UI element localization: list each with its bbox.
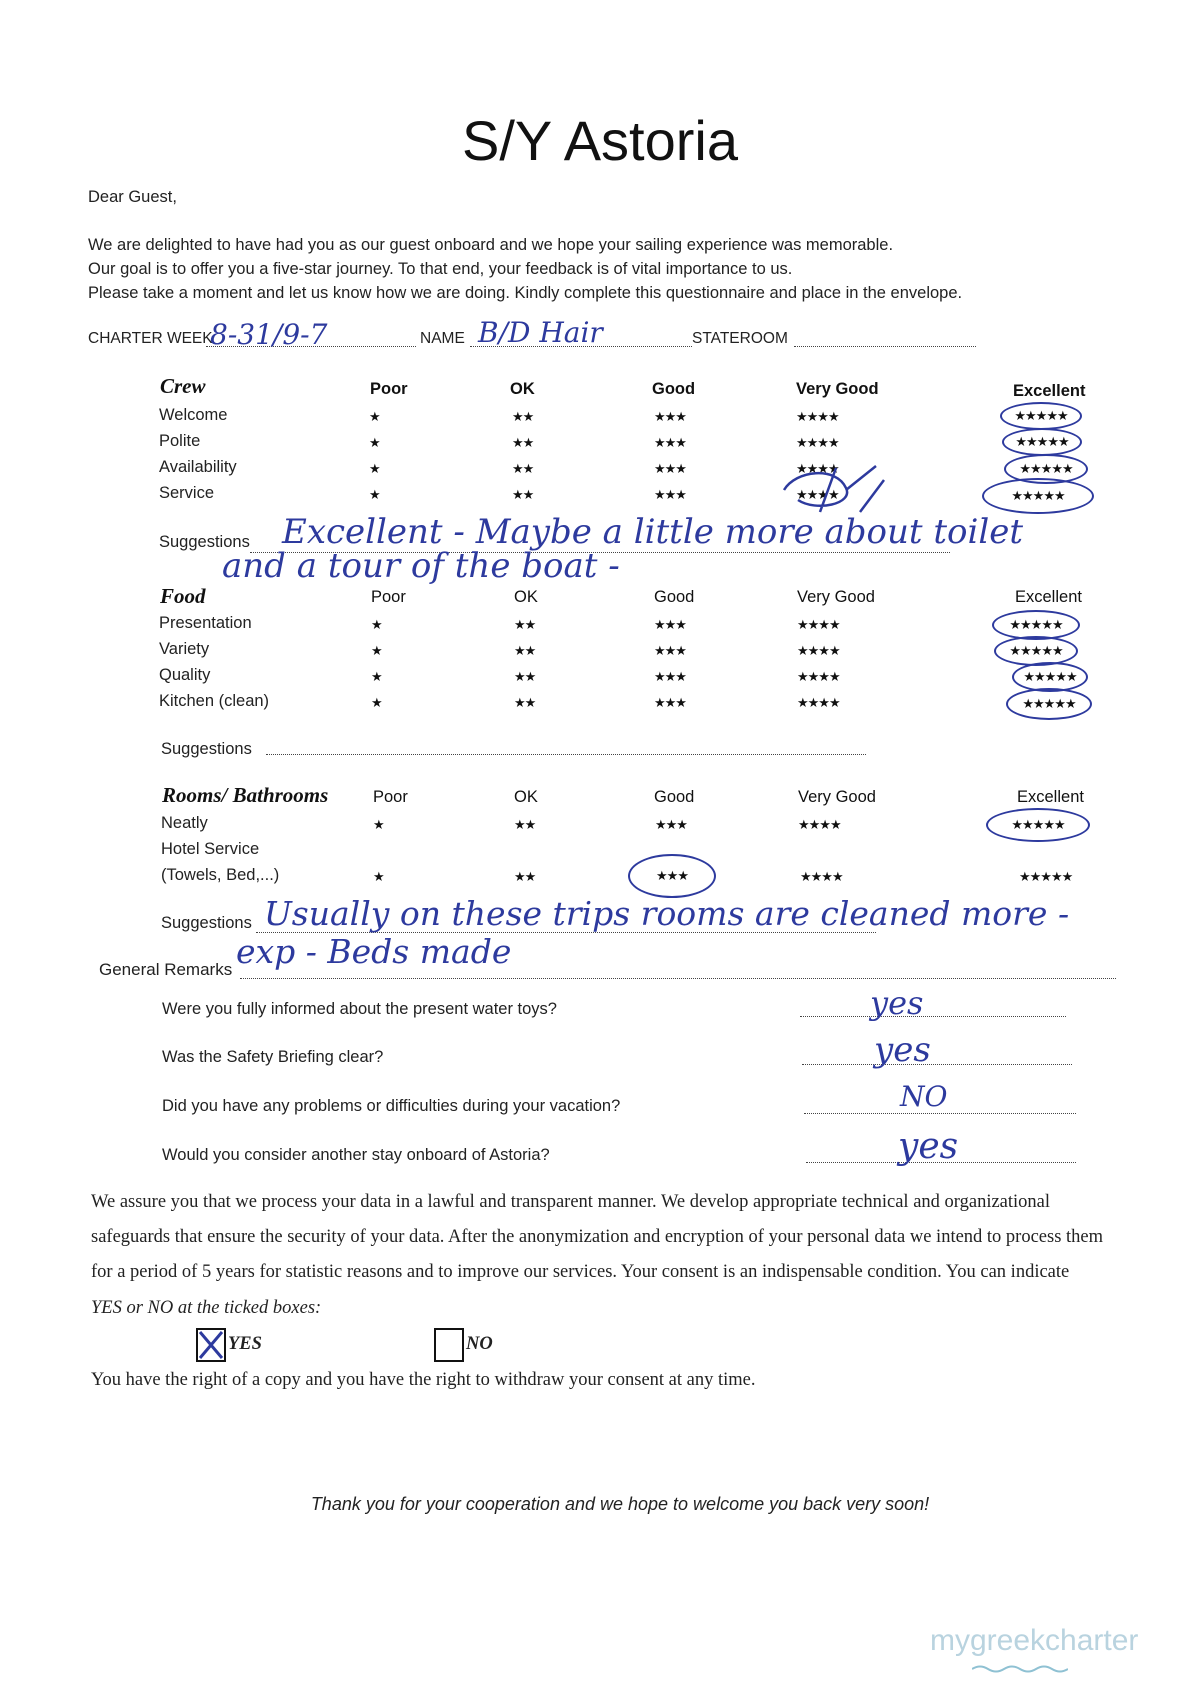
crew-row-service-label: Service — [159, 484, 215, 502]
crew-service-good[interactable]: ★★★ — [654, 487, 686, 502]
crew-welcome-good[interactable]: ★★★ — [654, 409, 686, 424]
watermark-wave-icon — [972, 1664, 1068, 1674]
consent-yes-label: YES — [228, 1334, 262, 1354]
crew-row-welcome-label: Welcome — [159, 406, 228, 424]
closing-message: Thank you for your cooperation and we hope to welcome you back very soon! — [310, 1494, 930, 1514]
food-variety-poor[interactable]: ★ — [371, 643, 382, 658]
food-kitchen-poor[interactable]: ★ — [371, 695, 382, 710]
consent-line-1: We assure you that we process your data in a lawful and transparent manner. We develop appropriate technical and organizational — [91, 1192, 1051, 1212]
question-another-stay: Would you consider another stay onboard of Astoria? — [162, 1146, 550, 1164]
food-header-poor: Poor — [371, 588, 406, 606]
crew-availability-very-good[interactable]: ★★★★ — [796, 461, 839, 476]
intro-line-2: Our goal is to offer you a five-star journey. To that end, your feedback is of vital importance to us. — [88, 260, 793, 278]
rooms-hotel-service-excellent[interactable]: ★★★★★ — [1019, 869, 1073, 884]
crew-header-very-good: Very Good — [796, 380, 879, 398]
food-header-good: Good — [654, 588, 695, 606]
crew-polite-very-good[interactable]: ★★★★ — [796, 435, 839, 450]
rooms-neatly-poor[interactable]: ★ — [373, 817, 384, 832]
crossout-scribble-icon — [776, 460, 886, 520]
food-presentation-good[interactable]: ★★★ — [654, 617, 686, 632]
rooms-row-hotel-service-label: Hotel Service — [161, 840, 260, 858]
food-variety-very-good[interactable]: ★★★★ — [797, 643, 840, 658]
crew-header-ok: OK — [510, 380, 535, 398]
crew-welcome-ok[interactable]: ★★ — [512, 409, 534, 424]
crew-service-poor[interactable]: ★ — [369, 487, 380, 502]
food-variety-excellent-selected[interactable]: ★★★★★ — [994, 636, 1078, 666]
crew-availability-ok[interactable]: ★★ — [512, 461, 534, 476]
general-remarks-field[interactable] — [240, 978, 1116, 979]
answer-problems-line — [804, 1113, 1076, 1114]
crew-suggestions-text-1[interactable]: Excellent - Maybe a little more about toilet — [282, 512, 1024, 552]
crew-service-ok[interactable]: ★★ — [512, 487, 534, 502]
food-row-presentation-label: Presentation — [159, 614, 252, 632]
food-kitchen-good[interactable]: ★★★ — [654, 695, 686, 710]
rooms-hotel-service-ok[interactable]: ★★ — [514, 869, 536, 884]
charter-week-field[interactable]: 8-31/9-7 — [210, 318, 328, 351]
answer-water-toys[interactable]: yes — [870, 984, 924, 1022]
food-quality-excellent-selected[interactable]: ★★★★★ — [1012, 662, 1088, 692]
question-problems: Did you have any problems or difficulties during your vacation? — [162, 1097, 621, 1115]
answer-safety-briefing-line — [802, 1064, 1072, 1065]
stateroom-label: STATEROOM — [692, 330, 788, 347]
rooms-header-very-good: Very Good — [798, 788, 876, 806]
rooms-suggestions-label: Suggestions — [161, 914, 252, 932]
food-quality-good[interactable]: ★★★ — [654, 669, 686, 684]
crew-row-availability-label: Availability — [159, 458, 237, 476]
crew-suggestions-text-2[interactable]: and a tour of the boat - — [222, 546, 620, 586]
crew-availability-poor[interactable]: ★ — [369, 461, 380, 476]
rooms-row-towels-beds-label: (Towels, Bed,...) — [161, 866, 280, 884]
rooms-neatly-excellent-selected[interactable]: ★★★★★ — [986, 808, 1090, 842]
charter-week-label: CHARTER WEEK — [88, 330, 213, 347]
rooms-hotel-service-very-good[interactable]: ★★★★ — [800, 869, 843, 884]
food-presentation-very-good[interactable]: ★★★★ — [797, 617, 840, 632]
crew-header-excellent: Excellent — [1013, 382, 1086, 400]
intro-line-1: We are delighted to have had you as our guest onboard and we hope your sailing experience was memorable. — [88, 236, 894, 254]
name-label: NAME — [420, 330, 465, 347]
food-presentation-excellent-selected[interactable]: ★★★★★ — [992, 610, 1080, 640]
crew-availability-excellent-selected[interactable]: ★★★★★ — [1004, 454, 1088, 484]
crew-suggestions-label: Suggestions — [159, 533, 250, 551]
crew-service-very-good[interactable]: ★★★★ — [796, 487, 839, 502]
crew-welcome-very-good[interactable]: ★★★★ — [796, 409, 839, 424]
rooms-hotel-service-poor[interactable]: ★ — [373, 869, 384, 884]
answer-another-stay[interactable]: yes — [898, 1126, 959, 1167]
question-safety-briefing: Was the Safety Briefing clear? — [162, 1048, 384, 1066]
crew-header-poor: Poor — [370, 380, 408, 398]
food-quality-poor[interactable]: ★ — [371, 669, 382, 684]
food-section-title: Food — [160, 584, 206, 608]
food-row-kitchen-label: Kitchen (clean) — [159, 692, 270, 710]
food-kitchen-very-good[interactable]: ★★★★ — [797, 695, 840, 710]
checkmark-x-icon — [198, 1330, 224, 1360]
rooms-neatly-good[interactable]: ★★★ — [655, 817, 687, 832]
food-suggestions-field[interactable] — [266, 754, 866, 755]
food-row-variety-label: Variety — [159, 640, 210, 658]
answer-water-toys-line — [800, 1016, 1066, 1017]
rooms-hotel-service-good-selected[interactable]: ★★★ — [628, 854, 716, 898]
rooms-suggestions-text-1[interactable]: Usually on these trips rooms are cleaned more - — [264, 894, 1070, 933]
crew-polite-excellent-selected[interactable]: ★★★★★ — [1002, 428, 1082, 456]
consent-line-2: safeguards that ensure the security of your data. After the anonymization and encryption of your personal data we intend to process them — [91, 1227, 1104, 1247]
name-field[interactable]: B/D Hair — [478, 316, 603, 349]
food-variety-ok[interactable]: ★★ — [514, 643, 536, 658]
general-remarks-label: General Remarks — [99, 960, 233, 979]
food-quality-ok[interactable]: ★★ — [514, 669, 536, 684]
food-kitchen-excellent-selected[interactable]: ★★★★★ — [1006, 688, 1092, 720]
crew-polite-ok[interactable]: ★★ — [512, 435, 534, 450]
food-kitchen-ok[interactable]: ★★ — [514, 695, 536, 710]
crew-welcome-poor[interactable]: ★ — [369, 409, 380, 424]
consent-line-4: YES or NO at the ticked boxes: — [91, 1298, 322, 1318]
crew-service-excellent-selected[interactable]: ★★★★★ — [982, 478, 1094, 514]
watermark-logo: mygreekcharter — [930, 1624, 1139, 1657]
greeting: Dear Guest, — [88, 188, 177, 206]
rooms-suggestions-text-2[interactable]: exp - Beds made — [236, 932, 512, 971]
question-water-toys: Were you fully informed about the present water toys? — [162, 1000, 557, 1018]
consent-no-label: NO — [466, 1334, 493, 1354]
food-header-very-good: Very Good — [797, 588, 875, 606]
food-suggestions-label: Suggestions — [161, 740, 252, 758]
stateroom-field[interactable] — [794, 346, 976, 347]
crew-header-good: Good — [652, 380, 696, 398]
answer-problems[interactable]: NO — [900, 1080, 948, 1113]
consent-line-3: for a period of 5 years for statistic reasons and to improve our services. Your consent is an indispensable condition. You can indicate — [91, 1262, 1070, 1282]
crew-section-title: Crew — [160, 374, 206, 398]
rooms-section-title: Rooms/ Bathrooms — [162, 783, 329, 807]
crew-welcome-excellent-selected[interactable]: ★★★★★ — [1000, 402, 1082, 430]
food-presentation-ok[interactable]: ★★ — [514, 617, 536, 632]
crew-polite-good[interactable]: ★★★ — [654, 435, 686, 450]
food-header-excellent: Excellent — [1015, 588, 1082, 606]
rooms-neatly-very-good[interactable]: ★★★★ — [798, 817, 841, 832]
rooms-neatly-ok[interactable]: ★★ — [514, 817, 536, 832]
food-presentation-poor[interactable]: ★ — [371, 617, 382, 632]
food-header-ok: OK — [514, 588, 538, 606]
food-row-quality-label: Quality — [159, 666, 211, 684]
answer-safety-briefing[interactable]: yes — [874, 1030, 931, 1070]
food-variety-good[interactable]: ★★★ — [654, 643, 686, 658]
intro-line-3: Please take a moment and let us know how we are doing. Kindly complete this questionnaire and place in the envelope. — [88, 284, 963, 302]
crew-row-polite-label: Polite — [159, 432, 201, 450]
consent-yes-checkbox[interactable] — [196, 1328, 226, 1362]
rooms-header-poor: Poor — [373, 788, 408, 806]
food-quality-very-good[interactable]: ★★★★ — [797, 669, 840, 684]
document-title: S/Y Astoria — [461, 109, 738, 172]
crew-availability-good[interactable]: ★★★ — [654, 461, 686, 476]
consent-rights: You have the right of a copy and you have the right to withdraw your consent at any time. — [91, 1370, 756, 1390]
consent-no-checkbox[interactable] — [434, 1328, 464, 1362]
rooms-row-neatly-label: Neatly — [161, 814, 208, 832]
crew-polite-poor[interactable]: ★ — [369, 435, 380, 450]
rooms-header-ok: OK — [514, 788, 538, 806]
rooms-header-excellent: Excellent — [1017, 788, 1084, 806]
rooms-header-good: Good — [654, 788, 695, 806]
